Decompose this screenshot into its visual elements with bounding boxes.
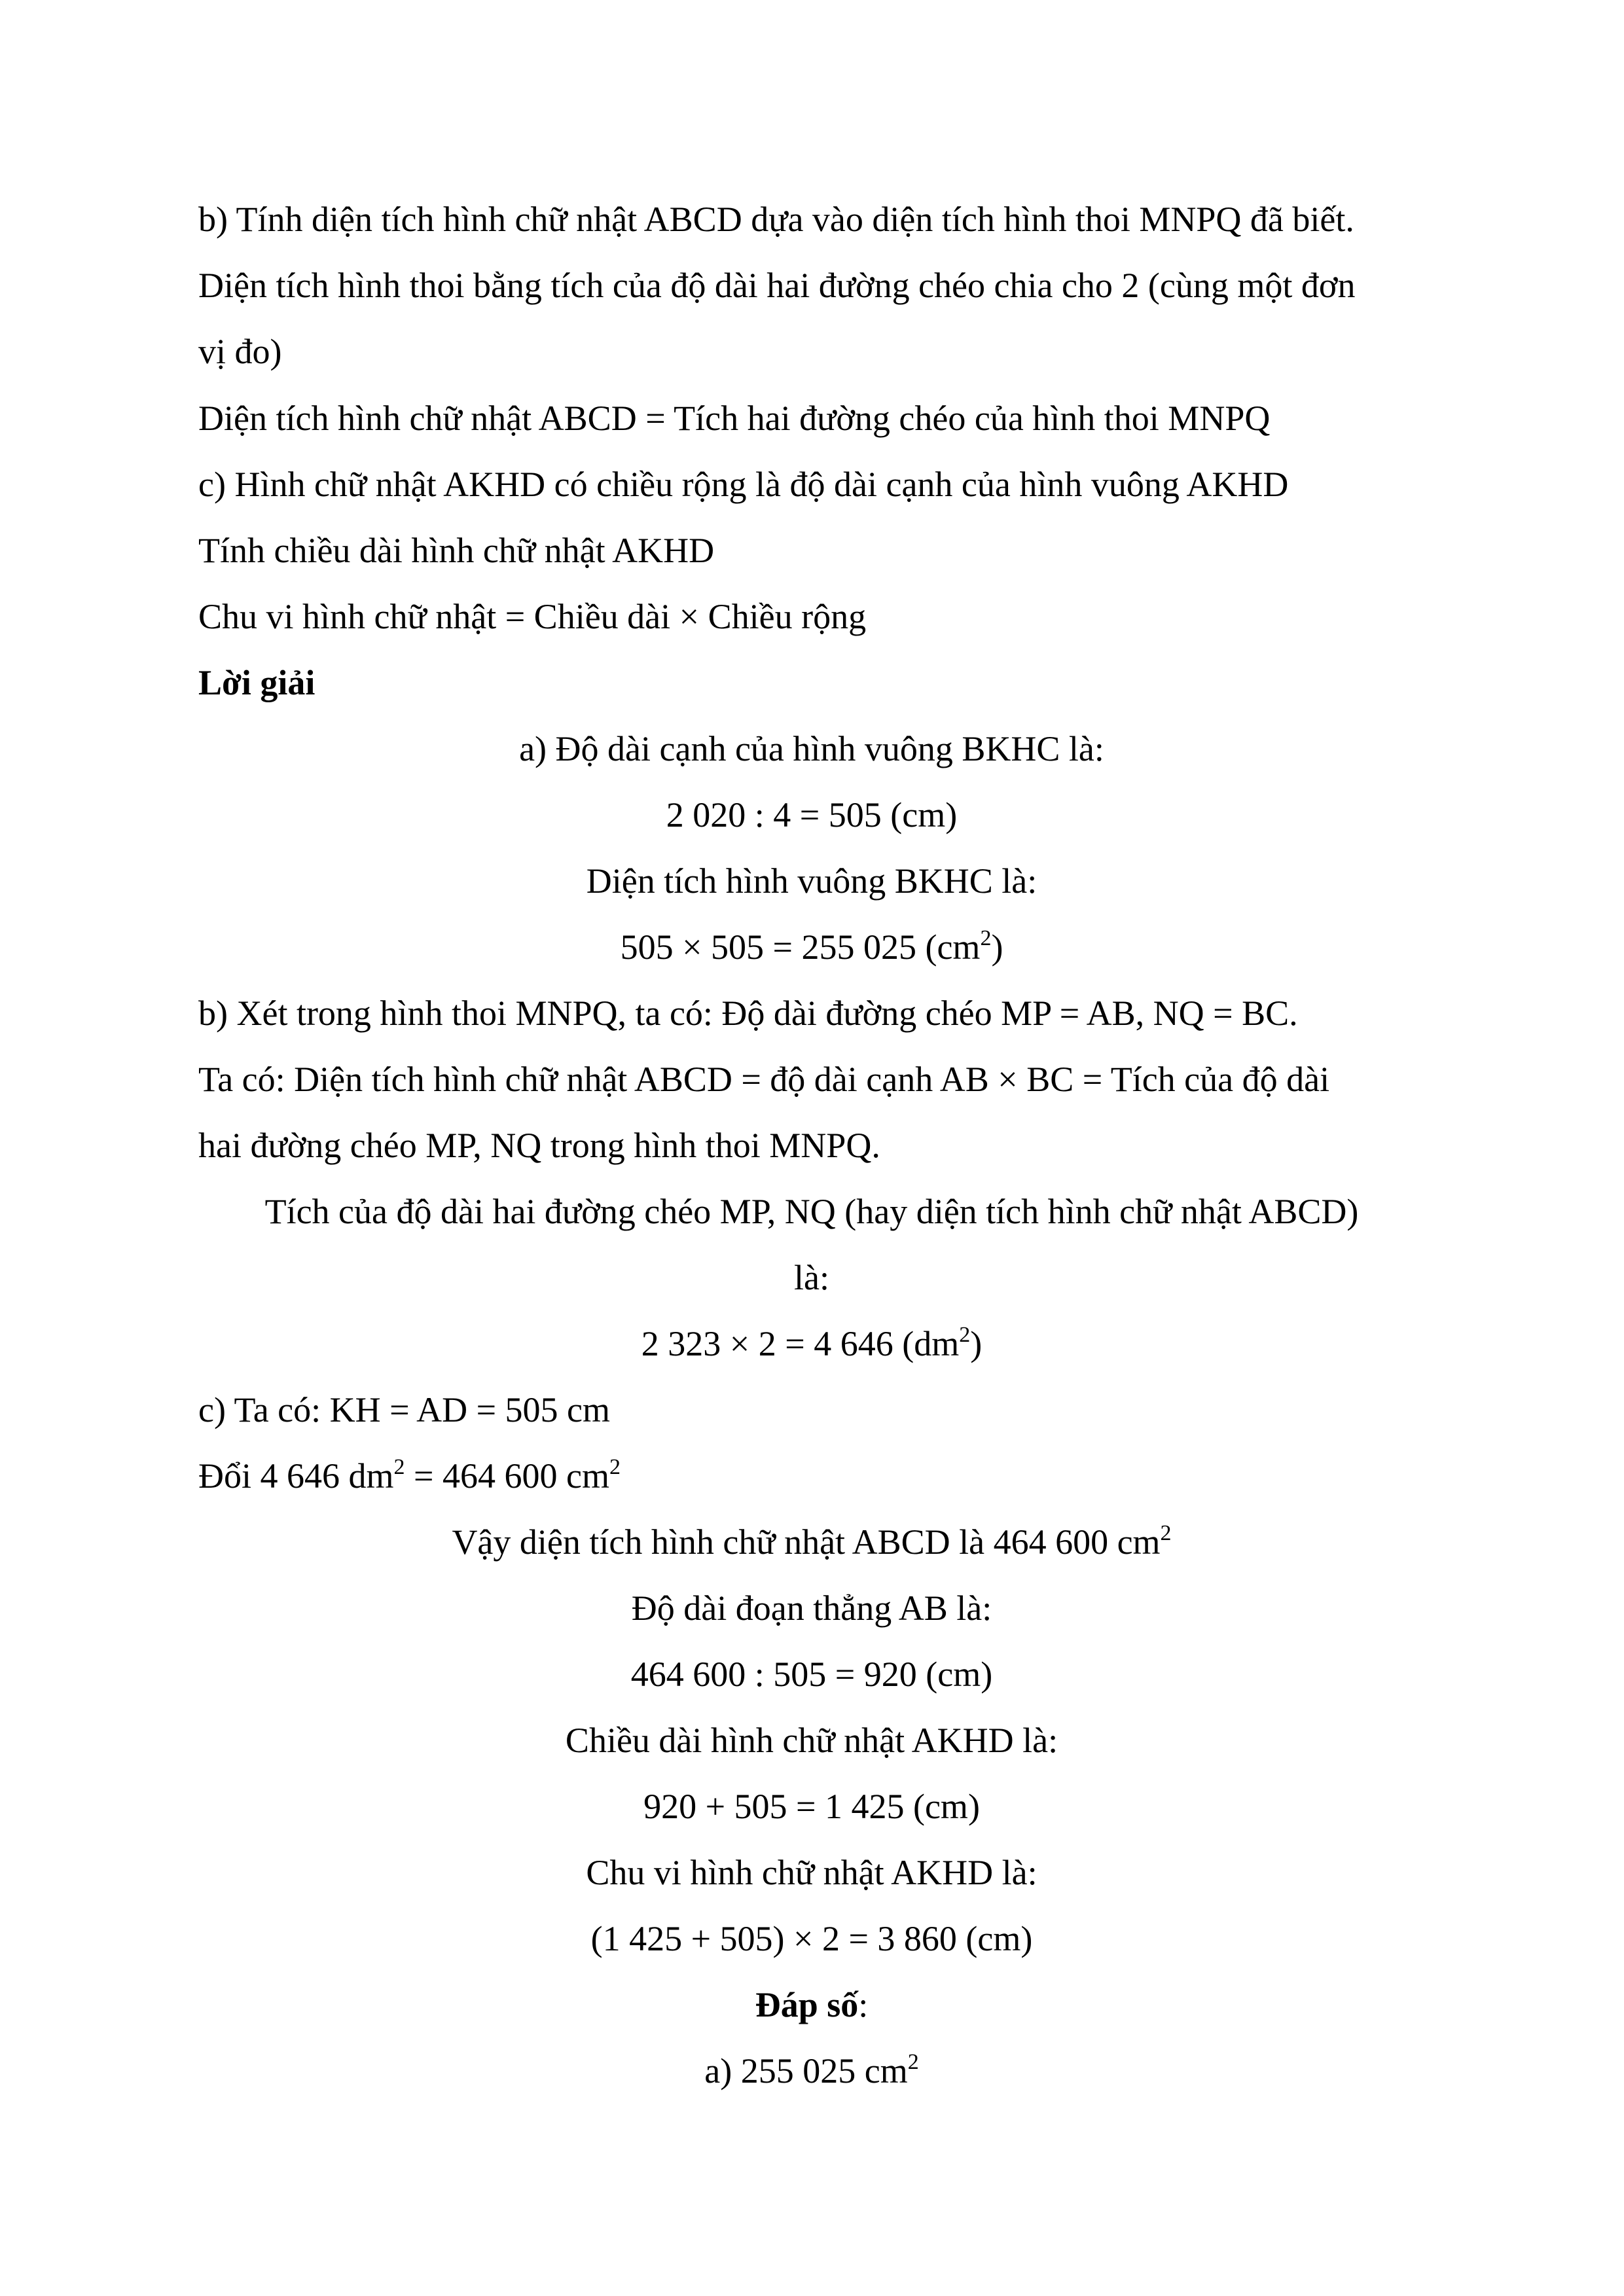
answer-line-a [157,2048,1466,2094]
solution-line-b-4 [157,1189,1466,1234]
text-line-1 [198,196,1442,242]
solution-line-b-3 [198,1122,1442,1168]
line-text: Độ dài đoạn thẳng AB là: [631,1588,992,1628]
solution-line-a-calc [157,792,1466,838]
line-text: 505 × 505 = 255 025 (cm [620,927,981,967]
heading-text: Lời giải [198,663,316,702]
solution-line-b-2 [198,1056,1442,1102]
answer-heading [157,1982,1466,2028]
line-text: ) [970,1324,983,1363]
line-text: Tính chiều dài hình chữ nhật AKHD [198,531,715,570]
line-text: b) Xét trong hình thoi MNPQ, ta có: Độ dài đường chéo MP = AB, NQ = BC. [198,994,1298,1033]
solution-line-c-length-calc [157,1784,1466,1829]
line-text: Diện tích hình vuông BKHC là: [586,861,1038,901]
line-text: (1 425 + 505) × 2 = 3 860 (cm) [590,1919,1033,1958]
text-line-4 [198,395,1442,441]
text-line-3 [198,329,1442,374]
text-line-6 [198,528,1442,573]
line-text: 464 600 : 505 = 920 (cm) [630,1655,993,1694]
solution-line-a-area-calc [157,924,1466,970]
line-text: Chu vi hình chữ nhật AKHD là: [586,1853,1038,1892]
superscript: 2 [959,1322,971,1347]
solution-line-a-area-title [157,858,1466,904]
answer-label: Đáp số [755,1985,859,2024]
solution-line-c-length-title [157,1717,1466,1763]
superscript: 2 [393,1454,405,1479]
line-text: Diện tích hình chữ nhật ABCD = Tích hai đường chéo của hình thoi MNPQ [198,399,1271,438]
solution-line-c-area [157,1519,1466,1565]
line-text: Diện tích hình thoi bằng tích của độ dài hai đường chéo chia cho 2 (cùng một đơn [198,266,1356,305]
solution-heading [198,660,1442,706]
line-text: là: [794,1258,829,1297]
superscript: 2 [907,2049,919,2074]
line-text: Tích của độ dài hai đường chéo MP, NQ (hay diện tích hình chữ nhật ABCD) [264,1192,1359,1231]
line-text: : [858,1985,869,2024]
line-text: ) [991,927,1003,967]
solution-line-c-perimeter-calc [157,1916,1466,1962]
solution-line-b-calc [157,1321,1466,1367]
solution-line-b-1 [198,990,1442,1036]
line-text: 2 323 × 2 = 4 646 (dm [641,1324,960,1363]
line-text: = 464 600 cm [405,1456,609,1496]
text-line-7 [198,594,1442,639]
line-text: b) Tính diện tích hình chữ nhật ABCD dựa vào diện tích hình thoi MNPQ đã biết. [198,200,1354,239]
solution-line-b-5 [157,1255,1466,1300]
line-text: c) Ta có: KH = AD = 505 cm [198,1390,611,1429]
line-text: c) Hình chữ nhật AKHD có chiều rộng là độ dài cạnh của hình vuông AKHD [198,465,1289,504]
line-text: Ta có: Diện tích hình chữ nhật ABCD = độ dài cạnh AB × BC = Tích của độ dài [198,1060,1330,1099]
solution-line-a-title [157,726,1466,772]
line-text: 920 + 505 = 1 425 (cm) [643,1787,980,1826]
line-text: 2 020 : 4 = 505 (cm) [666,795,958,834]
line-text: Đổi 4 646 dm [198,1456,394,1496]
text-line-5 [198,461,1442,507]
superscript: 2 [609,1454,621,1479]
line-text: Vậy diện tích hình chữ nhật ABCD là 464 600 cm [452,1522,1161,1562]
solution-line-c-perimeter-title [157,1850,1466,1895]
line-text: hai đường chéo MP, NQ trong hình thoi MNPQ. [198,1126,880,1165]
superscript: 2 [1160,1520,1172,1545]
line-text: Chiều dài hình chữ nhật AKHD là: [565,1721,1058,1760]
line-text: a) 255 025 cm [704,2051,908,2090]
solution-line-c-ab-calc [157,1651,1466,1697]
solution-line-c-convert [198,1453,1442,1499]
text-line-2 [198,262,1442,308]
line-text: a) Độ dài cạnh của hình vuông BKHC là: [519,729,1104,768]
line-text: Chu vi hình chữ nhật = Chiều dài × Chiều rộng [198,597,867,636]
solution-line-c-ab-title [157,1585,1466,1631]
solution-line-c-1 [198,1387,1442,1433]
line-text: vị đo) [198,332,282,371]
superscript: 2 [980,925,992,950]
